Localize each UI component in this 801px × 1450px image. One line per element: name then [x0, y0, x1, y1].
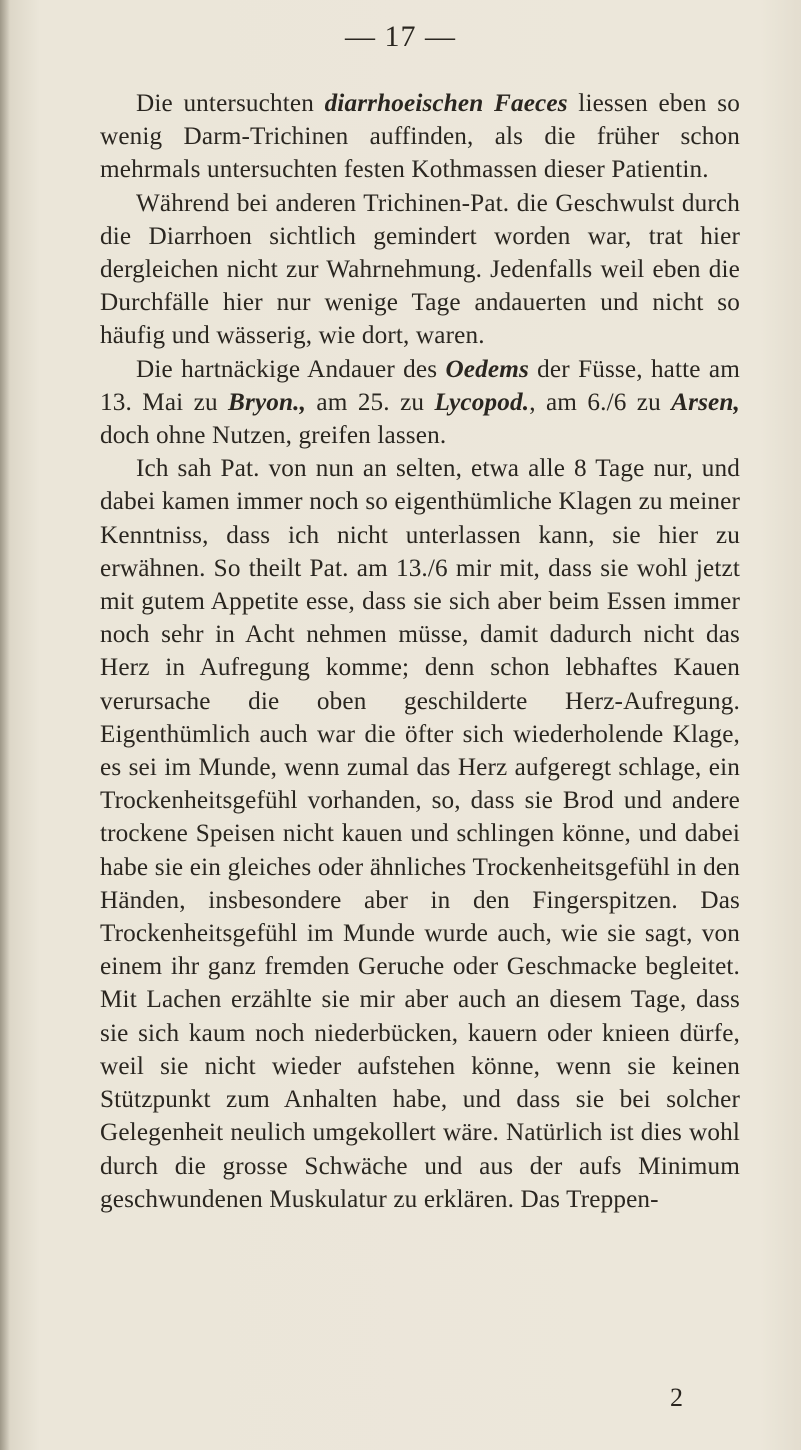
spine-shadow — [0, 0, 10, 1450]
text-run: Ich sah Pat. von nun an selten, etwa alle 8 Tage nur, und dabei kamen immer noch so eigenthümliche Klagen zu meiner Kenntniss, dass ich nicht unterlassen kann, sie hier zu erwähnen. So theilt Pat. am 13./6 mir mit, dass sie wohl jetzt mit gutem Appetite esse, dass sie sich aber beim Essen immer noch sehr in Acht nehmen müsse, damit dadurch nicht das Herz in Aufregung komme; denn schon lebhaftes Kauen verursache die oben geschilderte Herz-Aufregung. Eigenthümlich auch war die öfter sich wiederholende Klage, es sei im Munde, wenn zumal das Herz aufgeregt schlage, ein Trockenheitsgefühl vorhanden, so, dass sie Brod und andere trockene Speisen nicht kauen und schlingen könne, und dabei habe sie ein gleiches oder ähnliches Trockenheitsgefühl in den Händen, insbesondere aber in den Fingerspitzen. Das Trockenheitsgefühl im Munde wurde auch, wie sie sagt, von einem ihr ganz fremden Geruche oder Geschmacke begleitet. Mit Lachen erzählte sie mir aber auch an diesem Tage, dass sie sich kaum noch niederbücken, kauern oder knieen dürfe, weil sie nicht wieder aufstehen könne, wenn sie keinen Stützpunkt zum Anhalten habe, und dass sie bei solcher Gelegenheit neulich umgekollert wäre. Natürlich ist dies wohl durch die grosse Schwäche und aus der aufs Minimum geschwundenen Muskulatur zu erklären. Das Treppen- — [100, 455, 740, 1213]
paragraph — [100, 452, 740, 1216]
body-text — [100, 87, 740, 1216]
italic-term: Oedems — [445, 355, 529, 383]
text-run: , am 6./6 zu — [529, 388, 672, 416]
text-run: am 25. zu — [306, 388, 435, 416]
paragraph — [100, 87, 740, 187]
paragraph — [100, 187, 740, 353]
text-run: Die untersuchten — [136, 90, 325, 117]
signature-mark: 2 — [670, 1383, 683, 1412]
italic-term: diarrhoeischen Faeces — [324, 90, 568, 117]
paragraph — [100, 353, 740, 453]
text-run: doch ohne Nutzen, greifen lassen. — [100, 422, 447, 450]
text-run: Während bei anderen Trichinen-Pat. die Geschwulst durch die Diarrhoen sichtlich gemindert worden war, trat hier dergleichen nicht zur Wahrnehmung. Jedenfalls weil eben die Durchfälle hier nur wenige Tage andauerten und nicht so häufig und wässerig, wie dort, waren. — [100, 189, 740, 350]
italic-term: Lycopod. — [434, 388, 530, 416]
text-run: Die hartnäckige Andauer des — [136, 355, 446, 383]
italic-term: Arsen, — [671, 388, 740, 416]
text-run: liessen eben so wenig Darm-Trichinen auffinden, als die früher schon mehrmals untersuchten festen Kothmassen dieser Patientin. — [100, 90, 740, 184]
italic-term: Bryon., — [228, 388, 307, 416]
page-number-header: — 17 — — [345, 20, 456, 53]
text-run: der Füsse, hatte am 13. Mai zu — [100, 355, 740, 416]
